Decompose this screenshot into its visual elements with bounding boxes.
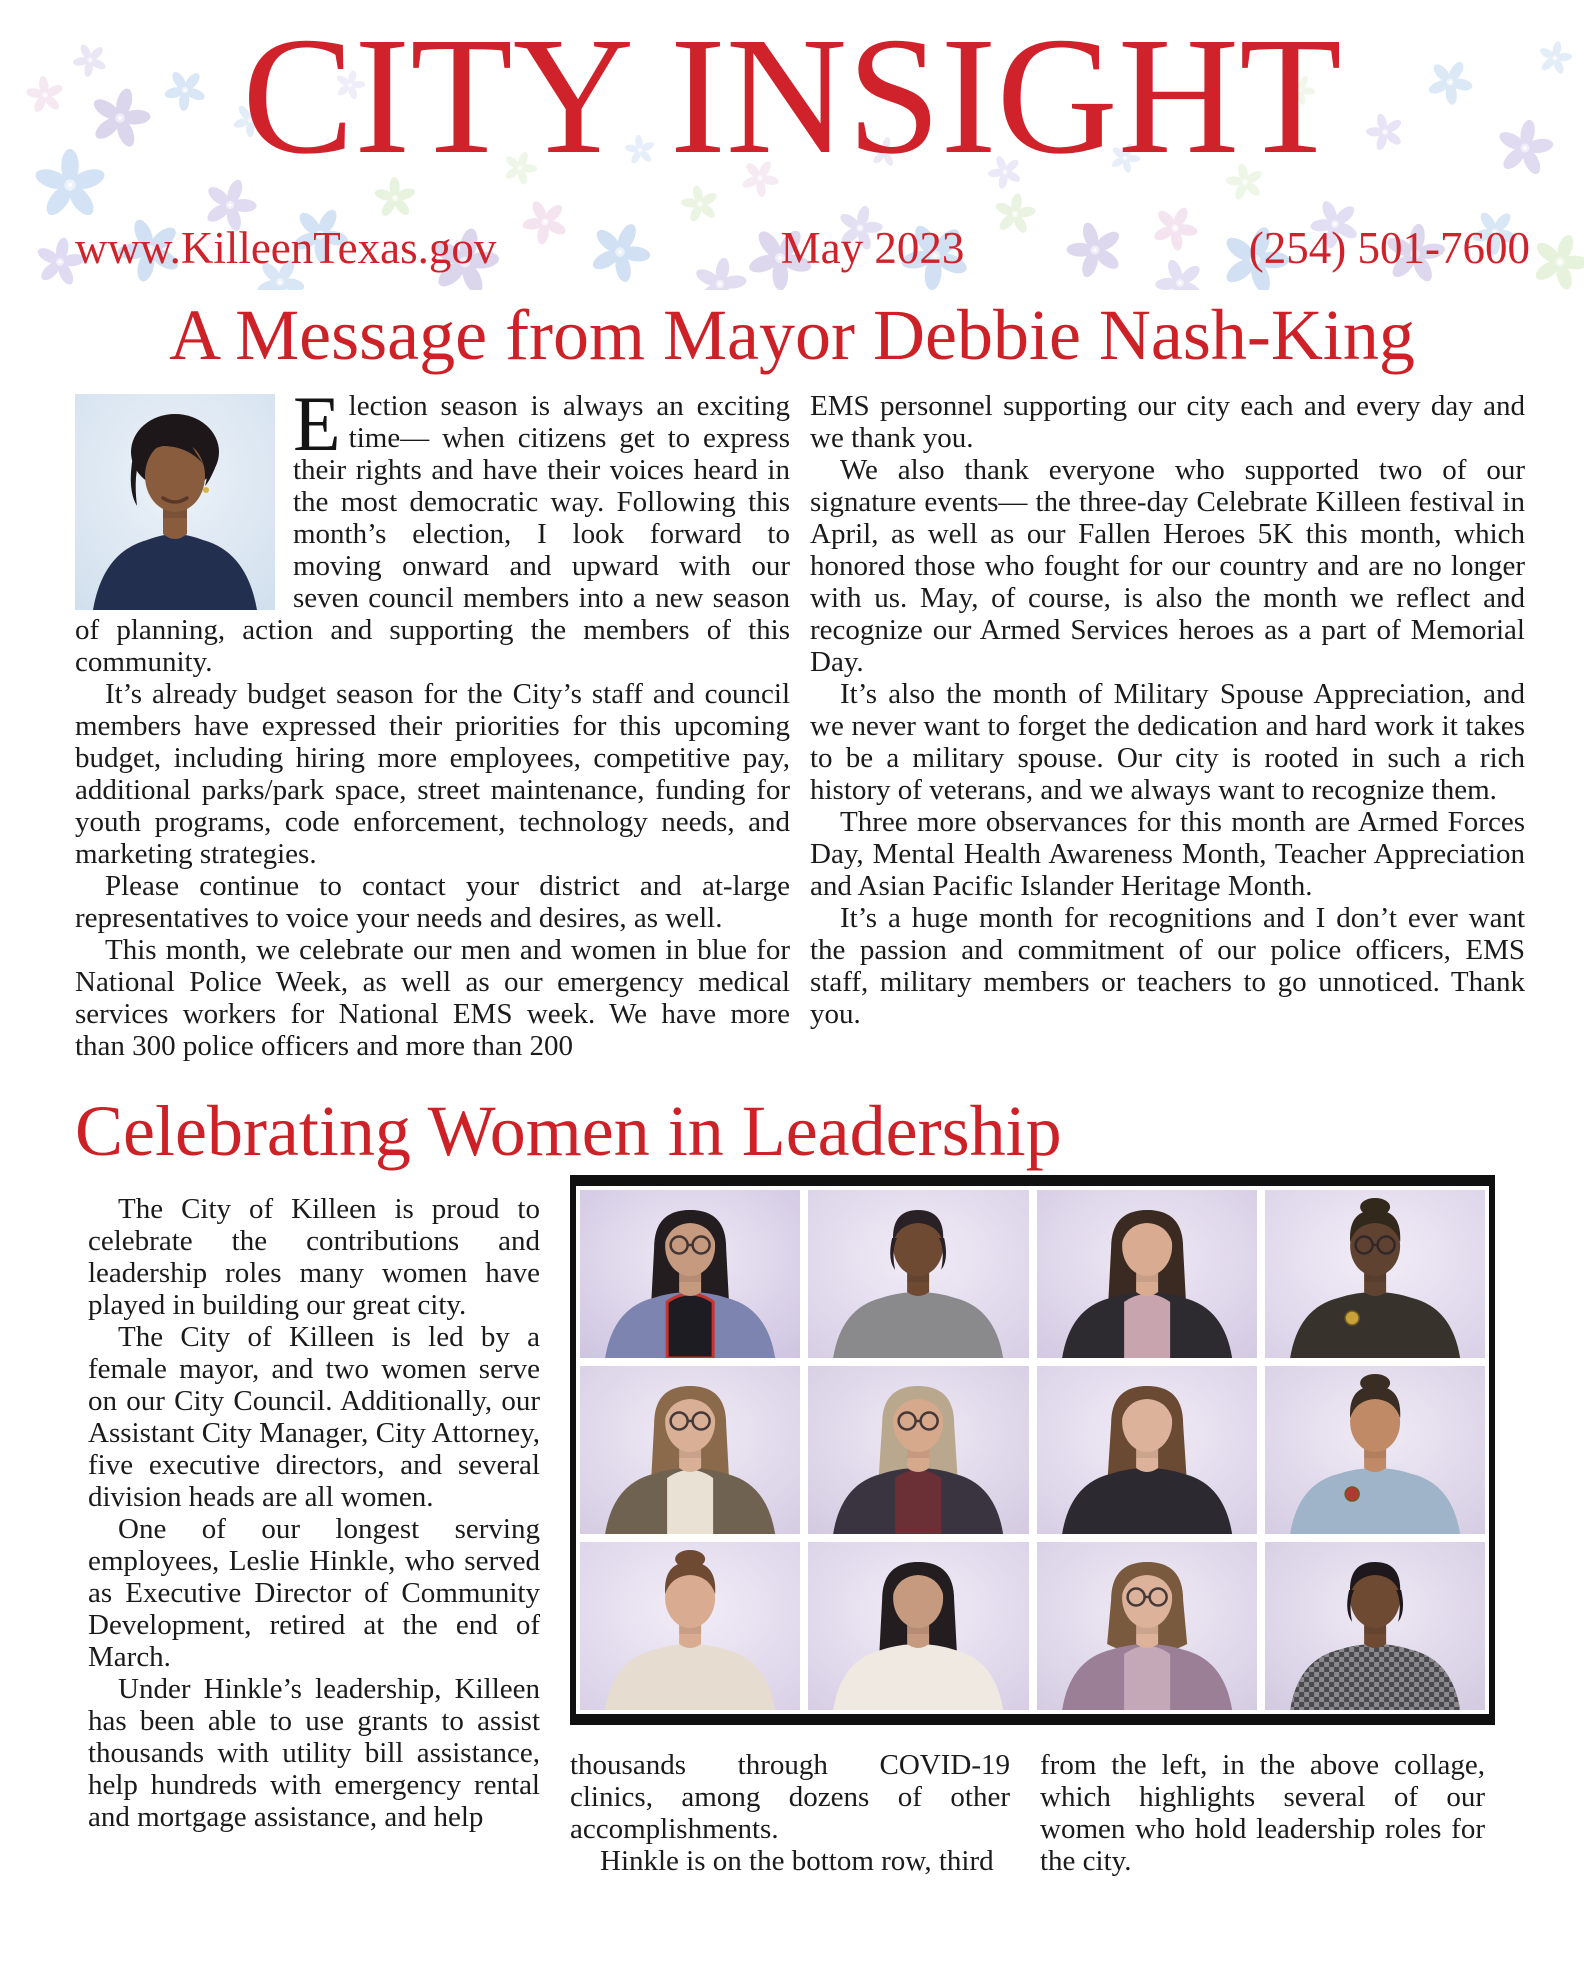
collage-portrait-photo xyxy=(580,1366,800,1534)
mayor-portrait-photo xyxy=(75,394,275,610)
article1-columns xyxy=(0,374,1584,1062)
article1-column-2 xyxy=(810,390,1525,1062)
collage-portrait-photo xyxy=(580,1190,800,1358)
paragraph: One of our longest serving employees, Leslie Hinkle, who served as Executive Director of Community Development, retired at the end of March. xyxy=(88,1513,540,1674)
paragraph: It’s a huge month for recognitions and I don’t ever want the passion and commitment of our police officers, EMS staff, military members or teachers to go unnoticed. Thank you. xyxy=(810,901,1525,1030)
paragraph: thousands through COVID-19 clinics, among dozens of other accomplishments. xyxy=(570,1749,1010,1846)
collage-portrait-photo xyxy=(808,1542,1028,1710)
collage-portrait-photo xyxy=(1037,1542,1257,1710)
article2-column-2-paragraphs xyxy=(570,1749,1010,1877)
paragraph: This month, we celebrate our men and women in blue for National Police Week, as well as our emergency medical services workers for National EMS week. We have more than 300 police officers and more than 200 xyxy=(75,933,790,1062)
article2-body xyxy=(0,1175,1584,1877)
article1-heading: A Message from Mayor Debbie Nash-King xyxy=(169,295,1415,375)
phone-number: (254) 501-7600 xyxy=(1248,223,1530,273)
collage-portrait-photo xyxy=(580,1542,800,1710)
lead-paragraph-text: lection season is always an exciting time— when citizens get to express their rights and have their voices heard in the most democratic way. Following this month’s election, I look forward to moving onward and upward with our seven council members into a new season of planning, action and supporting the members of this community. xyxy=(75,389,790,678)
collage-portrait-photo xyxy=(1037,1190,1257,1358)
collage-portrait-photo xyxy=(1265,1366,1485,1534)
masthead xyxy=(0,0,1584,290)
women-leadership-article xyxy=(0,1090,1584,1878)
article2-right-area xyxy=(570,1175,1495,1877)
paragraph: Please continue to contact your district and at-large representatives to voice your needs and desires, as well. xyxy=(75,869,790,934)
women-leadership-collage xyxy=(570,1175,1495,1725)
issue-date: May 2023 xyxy=(780,223,965,273)
article1-column-1 xyxy=(75,379,790,1062)
collage-portrait-photo xyxy=(1037,1366,1257,1534)
article1-column-1-paragraphs xyxy=(75,678,790,1062)
website-text: www.KilleenTexas.gov xyxy=(75,223,497,273)
paragraph: It’s also the month of Military Spouse Appreciation, and we never want to forget the dedication and hard work it takes to be a military spouse. Our city is rooted in such a rich history of veterans, and we always want to recognize them. xyxy=(810,677,1525,806)
paragraph: We also thank everyone who supported two of our signature events— the three-day Celebrate Killeen festival in April, as well as our Fallen Heroes 5K this month, which honored those who fought for our country and are no longer with us. May, of course, is also the month we reflect and recognize our Armed Services heroes as a part of Memorial Day. xyxy=(810,453,1525,678)
article2-column-3 xyxy=(1040,1749,1485,1877)
mayor-message-article xyxy=(0,295,1584,1062)
collage-portrait-photo xyxy=(808,1366,1028,1534)
collage-portrait-photo xyxy=(1265,1190,1485,1358)
paragraph: EMS personnel supporting our city each and every day and we thank you. xyxy=(810,389,1525,454)
paragraph: Hinkle is on the bottom row, third xyxy=(600,1845,994,1878)
article2-heading: Celebrating Women in Leadership xyxy=(75,1090,1062,1171)
article2-column-1-paragraphs xyxy=(88,1193,540,1833)
collage-portrait-photo xyxy=(1265,1542,1485,1710)
paragraph: Three more observances for this month are Armed Forces Day, Mental Health Awareness Month, Teacher Appreciation and Asian Pacific Islander Heritage Month. xyxy=(810,805,1525,902)
article2-bottom-columns xyxy=(570,1749,1495,1877)
article2-column-2 xyxy=(570,1749,1010,1877)
paragraph: from the left, in the above collage, which highlights several of our women who hold leadership roles for the city. xyxy=(1040,1749,1485,1878)
paragraph: Under Hinkle’s leadership, Killeen has been able to use grants to assist thousands with utility bill assistance, help hundreds with emergency rental and mortgage assistance, and help xyxy=(88,1673,540,1834)
paragraph: The City of Killeen is proud to celebrate the contributions and leadership roles many women have played in building our great city. xyxy=(88,1193,540,1322)
paragraph: It’s already budget season for the City’s staff and council members have expressed their priorities for this upcoming budget, including hiring more employees, competitive pay, additional parks/park space, street maintenance, funding for youth programs, code enforcement, technology needs, and marketing strategies. xyxy=(75,677,790,870)
newsletter-title: CITY INSIGHT xyxy=(242,3,1342,189)
masthead-infobar xyxy=(75,222,1530,274)
collage-portrait-photo xyxy=(808,1190,1028,1358)
article2-column-3-paragraphs xyxy=(1040,1749,1485,1877)
paragraph: The City of Killeen is led by a female mayor, and two women serve on our City Council. Additionally, our Assistant City Manager, City Attorney, five executive directors, and several division heads are all women. xyxy=(88,1321,540,1514)
article1-column-2-paragraphs xyxy=(810,390,1525,1030)
article2-column-1 xyxy=(88,1175,540,1877)
drop-cap: E xyxy=(293,379,341,467)
